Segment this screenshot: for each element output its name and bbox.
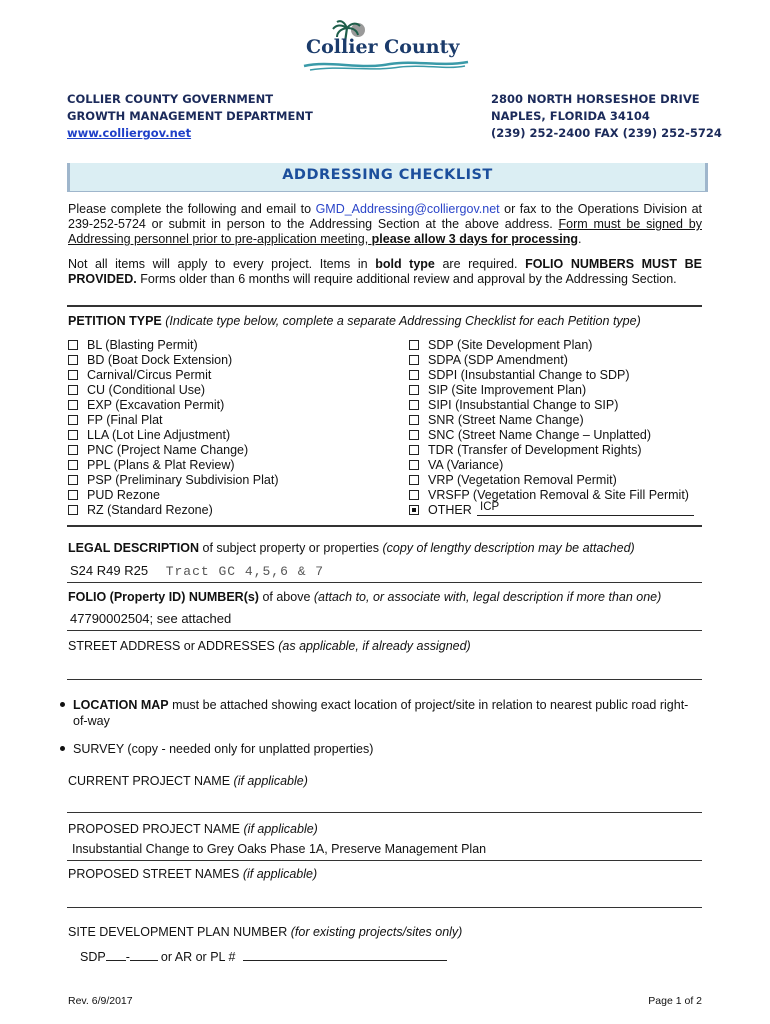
petition-option[interactable]	[68, 398, 279, 413]
street-note: (as applicable, if already assigned)	[278, 639, 471, 653]
folio-note: (attach to, or associate with, legal description if more than one)	[313, 590, 662, 604]
petition-option-label: FP (Final Plat	[87, 413, 163, 427]
checkbox[interactable]	[68, 370, 78, 380]
folio-label: FOLIO (Property ID) NUMBER(s)	[68, 590, 259, 604]
intro-text: Please complete the following and email to	[68, 202, 316, 216]
intro-text: Forms older than 6 months will require additional review and approval by the Addressing Section.	[136, 272, 677, 286]
other-value: ICP	[480, 501, 500, 513]
sdp-note: (for existing projects/sites only)	[290, 925, 463, 939]
intro-underlined: Form must be signed by Addressing personnel prior to pre-application meeting,	[68, 217, 702, 246]
legal-value: S24 R49 R25	[70, 563, 149, 578]
petition-option[interactable]	[409, 413, 689, 428]
intro-text: Not all items will apply to every project. Items in	[68, 257, 376, 271]
department-name: GROWTH MANAGEMENT DEPARTMENT	[67, 109, 313, 123]
petition-option[interactable]	[68, 488, 279, 503]
checkbox[interactable]	[409, 370, 419, 380]
checkbox[interactable]	[409, 430, 419, 440]
petition-option[interactable]	[409, 458, 689, 473]
petition-option-label: Carnival/Circus Permit	[87, 368, 212, 382]
petition-option-label: VRP (Vegetation Removal Permit)	[428, 473, 617, 487]
checkbox[interactable]	[68, 460, 78, 470]
sdp-prefix: SDP	[80, 950, 106, 964]
checkbox[interactable]	[68, 475, 78, 485]
petition-option-label: SDPA (SDP Amendment)	[428, 353, 568, 367]
current-name-label: CURRENT PROJECT NAME	[68, 774, 234, 788]
sdp-heading	[68, 925, 462, 939]
petition-option[interactable]	[68, 428, 279, 443]
folio-text: of above	[258, 590, 314, 604]
email-link[interactable]: GMD_Addressing@colliergov.net	[315, 202, 500, 216]
location-map-item	[60, 697, 702, 729]
field-line	[67, 860, 702, 861]
petition-option-label: LLA (Lot Line Adjustment)	[87, 428, 231, 442]
folio-heading	[68, 590, 661, 604]
intro-bold: FOLIO NUMBERS MUST BE PROVIDED.	[68, 257, 702, 286]
legal-value-tract: Tract GC 4,5,6 & 7	[165, 564, 325, 579]
intro-paragraph-2	[68, 257, 702, 287]
petition-option[interactable]	[68, 473, 279, 488]
sdp-field-1[interactable]	[106, 948, 126, 961]
proposed-streets-label: PROPOSED STREET NAMES	[68, 867, 243, 881]
petition-list-right	[409, 338, 689, 518]
sdp-field-2[interactable]	[130, 948, 158, 961]
legal-text: of subject property or properties	[199, 541, 383, 555]
legal-heading	[68, 541, 635, 555]
checkbox[interactable]	[68, 415, 78, 425]
petition-option[interactable]	[409, 428, 689, 443]
survey-text: SURVEY (copy - needed only for unplatted properties)	[73, 742, 374, 756]
intro-bold: bold type	[375, 257, 435, 271]
intro-text: or fax to the Operations Division at 239-252-5724 or submit in person to the Addressing Section at the above address.	[68, 202, 703, 231]
petition-option-label: BD (Boat Dock Extension)	[87, 353, 233, 367]
page-title: ADDRESSING CHECKLIST	[282, 167, 493, 183]
petition-list-left	[68, 338, 279, 518]
current-project-heading	[68, 774, 308, 788]
petition-option[interactable]	[409, 383, 689, 398]
checkbox[interactable]	[409, 445, 419, 455]
checkbox[interactable]	[68, 340, 78, 350]
checkbox[interactable]	[409, 475, 419, 485]
petition-type-heading	[68, 314, 641, 328]
folio-field[interactable]: 47790002504; see attached	[70, 611, 232, 626]
divider	[67, 525, 702, 527]
location-map-text: must be attached showing exact location of project/site in relation to nearest public road right-	[168, 698, 689, 712]
petition-option-label: RZ (Standard Rezone)	[87, 503, 213, 517]
phone-fax: (239) 252-2400 FAX (239) 252-5724	[491, 126, 722, 140]
petition-option-label: SIP (Site Improvement Plan)	[428, 383, 587, 397]
intro-text: are required.	[434, 257, 526, 271]
checkbox[interactable]	[409, 400, 419, 410]
current-project-field[interactable]	[67, 812, 702, 813]
petition-option-label: SNC (Street Name Change – Unplatted)	[428, 428, 652, 442]
intro-text: .	[577, 232, 582, 246]
checkbox[interactable]	[68, 355, 78, 365]
petition-option[interactable]	[68, 503, 279, 518]
petition-note: (Indicate type below, complete a separate Addressing Checklist for each Petition type)	[161, 314, 641, 328]
street-address-heading	[68, 639, 471, 653]
legal-description-field[interactable]	[70, 563, 324, 579]
petition-option[interactable]	[409, 443, 689, 458]
intro-bold: please allow 3 days for processing	[368, 232, 578, 246]
survey-item	[60, 742, 373, 756]
petition-option[interactable]	[409, 473, 689, 488]
title-banner	[67, 163, 708, 192]
location-map-label: LOCATION MAP	[73, 698, 169, 712]
petition-option[interactable]	[409, 368, 689, 383]
petition-option-label: TDR (Transfer of Development Rights)	[428, 443, 642, 457]
checkbox[interactable]	[409, 460, 419, 470]
street-label: STREET ADDRESS or ADDRESSES	[68, 639, 279, 653]
petition-option-label: SDPI (Insubstantial Change to SDP)	[428, 368, 630, 382]
proposed-streets-heading	[68, 867, 317, 881]
petition-option[interactable]	[68, 413, 279, 428]
checkbox[interactable]	[409, 355, 419, 365]
logo-text: Collier County	[306, 36, 460, 58]
proposed-project-field[interactable]: Insubstantial Change to Grey Oaks Phase 1A, Preserve Management Plan	[72, 842, 487, 856]
petition-option-label: SDP (Site Development Plan)	[428, 338, 593, 352]
location-map-text-cont: of-way	[73, 714, 110, 728]
divider	[67, 305, 702, 307]
petition-option[interactable]	[409, 398, 689, 413]
petition-option-label: PPL (Plans & Plat Review)	[87, 458, 235, 472]
petition-option-label: SIPI (Insubstantial Change to SIP)	[428, 398, 619, 412]
legal-label: LEGAL DESCRIPTION	[68, 541, 200, 555]
address-line2: NAPLES, FLORIDA 34104	[491, 109, 650, 123]
proposed-project-heading	[68, 822, 318, 836]
checkbox[interactable]	[68, 385, 78, 395]
checkbox[interactable]	[68, 445, 78, 455]
petition-option[interactable]	[68, 383, 279, 398]
pl-number-field[interactable]	[243, 948, 447, 961]
checkbox[interactable]	[409, 340, 419, 350]
proposed-name-label: PROPOSED PROJECT NAME	[68, 822, 244, 836]
petition-option[interactable]	[409, 338, 689, 353]
bullet-icon	[60, 746, 65, 751]
checkbox[interactable]	[409, 490, 419, 500]
other-input[interactable]	[477, 501, 694, 516]
proposed-streets-field[interactable]	[67, 907, 702, 908]
petition-option-label: VA (Variance)	[428, 458, 504, 472]
petition-option[interactable]	[68, 443, 279, 458]
petition-option[interactable]	[68, 368, 279, 383]
petition-label: PETITION TYPE	[68, 314, 162, 328]
checkbox[interactable]	[409, 415, 419, 425]
checkbox[interactable]	[68, 490, 78, 500]
proposed-streets-note: (if applicable)	[242, 867, 318, 881]
petition-option-label: VRSFP (Vegetation Removal & Site Fill Permit)	[428, 488, 689, 502]
sdp-label: SITE DEVELOPMENT PLAN NUMBER	[68, 925, 291, 939]
sdp-ar-pl-label: or AR or PL #	[160, 950, 236, 964]
page-number: Page 1 of 2	[648, 995, 702, 1007]
checkbox[interactable]	[409, 505, 419, 515]
petition-option-label: PUD Rezone	[87, 488, 160, 502]
revision-date: Rev. 6/9/2017	[68, 995, 133, 1007]
address-line1: 2800 NORTH HORSESHOE DRIVE	[491, 92, 700, 106]
checkbox[interactable]	[68, 430, 78, 440]
legal-note: (copy of lengthy description may be attached)	[382, 541, 635, 555]
collier-county-logo	[300, 20, 470, 72]
checkbox[interactable]	[68, 400, 78, 410]
petition-option-label: PSP (Preliminary Subdivision Plat)	[87, 473, 279, 487]
field-line	[67, 582, 702, 583]
petition-option[interactable]	[68, 353, 279, 368]
sdp-dash: -	[125, 950, 130, 964]
org-name: COLLIER COUNTY GOVERNMENT	[67, 92, 274, 106]
petition-option-label: EXP (Excavation Permit)	[87, 398, 225, 412]
petition-option[interactable]	[68, 338, 279, 353]
checkbox[interactable]	[68, 505, 78, 515]
petition-option-label: CU (Conditional Use)	[87, 383, 206, 397]
bullet-icon	[60, 702, 65, 707]
intro-paragraph-1	[68, 202, 702, 247]
field-line	[67, 630, 702, 631]
sdp-number-row	[80, 948, 447, 964]
header-right	[491, 91, 722, 142]
header-left	[67, 91, 313, 142]
petition-option-label: PNC (Project Name Change)	[87, 443, 249, 457]
website-link[interactable]: www.colliergov.net	[67, 126, 192, 140]
proposed-name-note: (if applicable)	[243, 822, 318, 836]
petition-option[interactable]	[68, 458, 279, 473]
current-name-note: (if applicable)	[233, 774, 308, 788]
street-address-field[interactable]	[67, 679, 702, 680]
petition-option-label: SNR (Street Name Change)	[428, 413, 584, 427]
checkbox[interactable]	[409, 385, 419, 395]
petition-option-label: OTHER	[428, 503, 472, 517]
petition-option-label: BL (Blasting Permit)	[87, 338, 198, 352]
petition-option[interactable]	[409, 353, 689, 368]
